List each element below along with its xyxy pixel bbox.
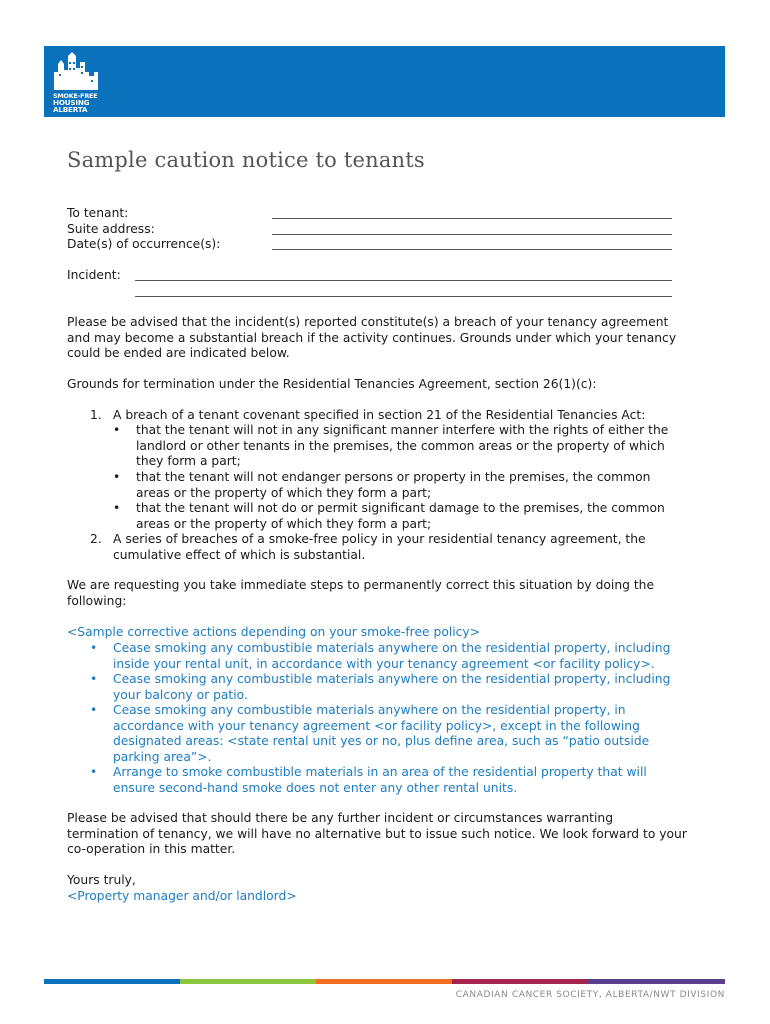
requesting-paragraph: We are requesting you take immediate steps to permanently correct this situation by doing the following:	[67, 578, 655, 608]
footer-bar-segment	[452, 979, 588, 984]
tenant-label: To tenant:	[67, 206, 129, 220]
logo-line-3: ALBERTA	[53, 104, 88, 114]
grounds-item-1-bullet-2: that the tenant will not endanger persons or property in the premises, the common areas or the property of which they form a part;	[136, 470, 651, 500]
further-paragraph: Please be advised that should there be any further incident or circumstances warranting termination of tenancy, we will have no alternative but to issue such notice. We look forward to your co-operation in this matter.	[67, 811, 687, 857]
page-title: Sample caution notice to tenants	[67, 148, 425, 172]
bullet-icon: •	[90, 672, 98, 686]
header-banner	[44, 46, 725, 117]
incident-label: Incident:	[67, 268, 121, 282]
grounds-item-1-bullet-1: that the tenant will not in any significant manner interfere with the rights of either the landlord or other tenants in the premises, the common areas or the property of which they form a part;	[136, 423, 669, 469]
corrective-bullet-1: Cease smoking any combustible materials anywhere on the residential property, including inside your rental unit, in accordance with your tenancy agreement <or facility policy>.	[113, 641, 671, 671]
dates-field[interactable]	[272, 249, 672, 250]
signature-placeholder: <Property manager and/or landlord>	[67, 889, 297, 903]
incident-field-line-1[interactable]	[135, 280, 672, 281]
bullet-icon: •	[90, 641, 98, 655]
logo-line-1: SMOKE-FREE	[53, 92, 98, 100]
bullet-icon: •	[90, 703, 98, 717]
grounds-item-2: A series of breaches of a smoke-free policy in your residential tenancy agreement, the cumulative effect of which is substantial.	[113, 532, 646, 562]
tenant-field[interactable]	[272, 218, 672, 219]
incident-field-line-2[interactable]	[135, 296, 672, 297]
footer-organization: CANADIAN CANCER SOCIETY, ALBERTA/NWT DIVISION	[455, 990, 725, 1000]
footer-color-bar	[44, 979, 725, 984]
footer-bar-segment	[316, 979, 452, 984]
suite-address-field[interactable]	[272, 234, 672, 235]
corrective-bullet-4: Arrange to smoke combustible materials in an area of the residential property that will ensure second-hand smoke does not enter any other rental units.	[113, 765, 647, 795]
bullet-icon: •	[90, 765, 98, 779]
footer-bar-segment	[588, 979, 725, 984]
grounds-item-1: A breach of a tenant covenant specified in section 21 of the Residential Tenancies Act:	[113, 408, 646, 422]
bullet-icon: •	[113, 470, 121, 484]
corrective-heading: <Sample corrective actions depending on your smoke-free policy>	[67, 625, 481, 639]
logo-text	[53, 93, 111, 113]
corrective-bullet-3: Cease smoking any combustible materials anywhere on the residential property, in accordance with your tenancy agreement <or facility policy>, except in the following designated areas: <state rental unit yes or no, plus define area, such as “patio outside parking area”>.	[113, 703, 650, 764]
bullet-icon: •	[113, 423, 121, 437]
logo-line-2: HOUSING	[53, 97, 90, 107]
grounds-item-2-number: 2.	[90, 532, 102, 546]
footer-bar-segment	[180, 979, 316, 984]
grounds-item-1-number: 1.	[90, 408, 102, 422]
suite-address-label: Suite address:	[67, 222, 155, 236]
advised-paragraph: Please be advised that the incident(s) reported constitute(s) a breach of your tenancy agreement and may become a substantial breach if the activity continues. Grounds under which your tenancy could be ended are indicated below.	[67, 315, 677, 361]
footer-bar-segment	[44, 979, 180, 984]
closing-text: Yours truly,	[67, 873, 136, 887]
grounds-paragraph: Grounds for termination under the Residential Tenancies Agreement, section 26(1)(c):	[67, 377, 597, 391]
grounds-item-1-bullet-3: that the tenant will not do or permit significant damage to the premises, the common areas or the property of which they form a part;	[136, 501, 665, 531]
dates-label: Date(s) of occurrence(s):	[67, 237, 221, 251]
bullet-icon: •	[113, 501, 121, 515]
corrective-bullet-2: Cease smoking any combustible materials anywhere on the residential property, including your balcony or patio.	[113, 672, 671, 702]
